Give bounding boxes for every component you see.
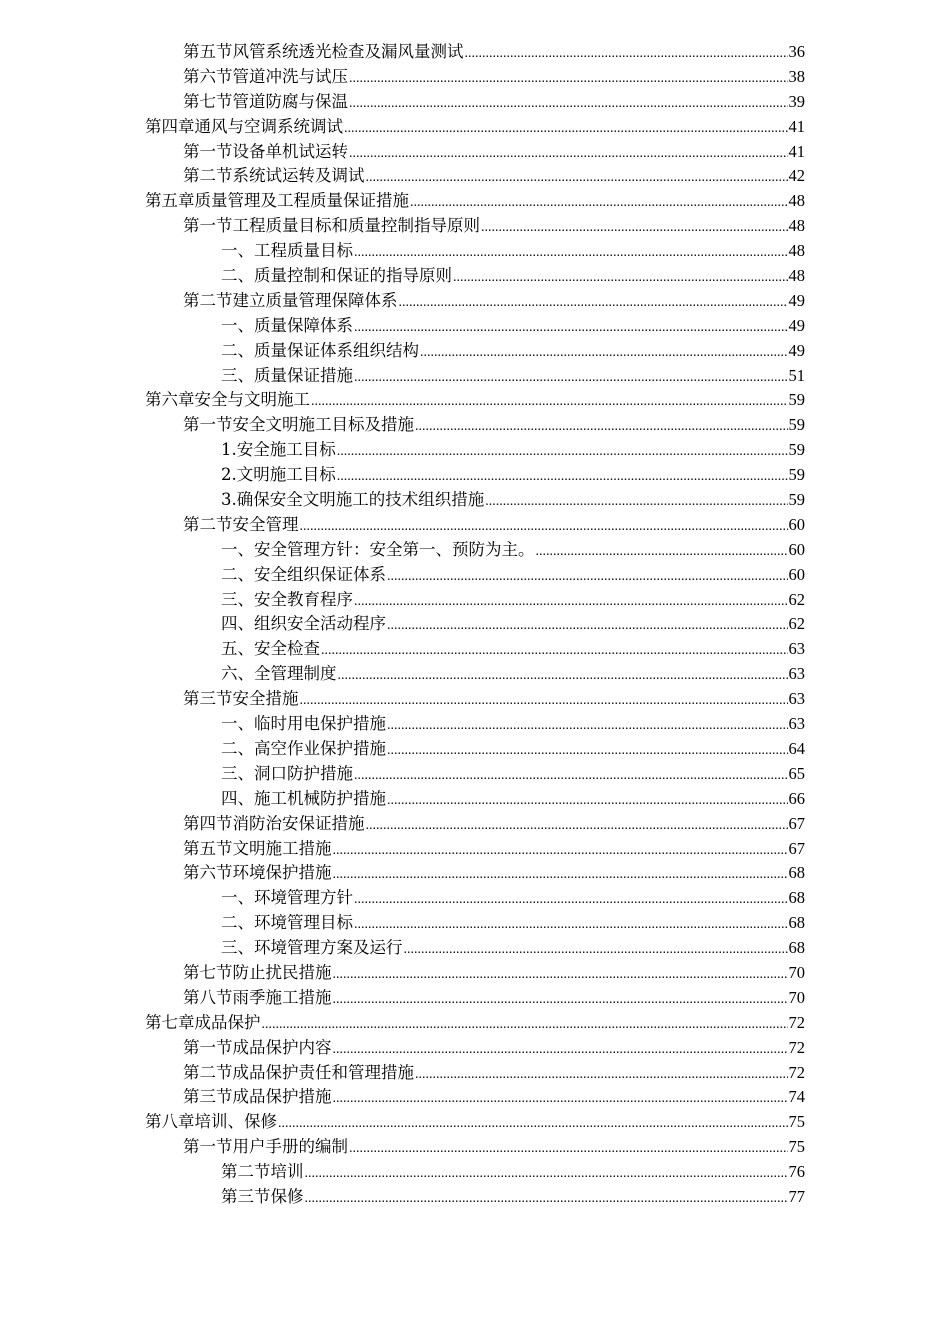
dot-leader [338, 662, 788, 689]
dot-leader [366, 812, 788, 839]
dot-leader [465, 40, 788, 67]
toc-entry-page-number: 62 [788, 614, 805, 634]
toc-entry-number: 一、 [221, 714, 254, 734]
toc-entry-title: 洞口防护措施 [254, 763, 353, 783]
toc-entry[interactable] [145, 239, 805, 264]
toc-entry-title: 临时用电保护措施 [254, 714, 386, 734]
dot-leader [366, 164, 788, 191]
toc-entry[interactable] [145, 413, 805, 438]
toc-entry-title: 文明施工目标 [236, 465, 336, 485]
toc-entry-title: 第六节环境保护措施 [183, 863, 332, 883]
toc-entry-title: 确保安全文明施工的技术组织措施 [236, 490, 485, 510]
dot-leader [349, 140, 788, 167]
toc-entry-page-number: 48 [788, 191, 805, 211]
toc-entry-title: 第一节工程质量目标和质量控制指导原则 [183, 216, 480, 236]
toc-entry-title: 施工机械防护措施 [254, 788, 386, 808]
toc-entry-title: 第三节保修 [221, 1186, 304, 1206]
dot-leader [387, 737, 788, 764]
toc-entry-title: 质量保障体系 [254, 315, 353, 335]
toc-entry-title: 第一节用户手册的编制 [183, 1137, 348, 1157]
dot-leader [387, 787, 788, 814]
dot-leader [354, 314, 788, 341]
toc-entry[interactable] [145, 339, 805, 364]
toc-entry-page-number: 42 [788, 166, 805, 186]
dot-leader [311, 388, 788, 415]
toc-entry-title: 质量保证体系组织结构 [254, 340, 419, 360]
dot-leader [349, 1135, 788, 1162]
dot-leader [337, 463, 788, 490]
toc-entry-page-number: 67 [788, 813, 805, 833]
toc-entry-number: 一、 [221, 888, 254, 908]
dot-leader [344, 115, 788, 142]
toc-entry-title: 第二节建立质量管理保障体系 [183, 290, 398, 310]
toc-entry[interactable] [145, 314, 805, 339]
toc-entry[interactable] [145, 1110, 805, 1135]
toc-entry[interactable] [145, 1061, 805, 1086]
toc-entry-title: 第五章质量管理及工程质量保证措施 [145, 191, 409, 211]
toc-entry[interactable] [145, 388, 805, 413]
dot-leader [354, 239, 788, 266]
toc-entry-page-number: 49 [788, 340, 805, 360]
toc-entry-page-number: 68 [788, 913, 805, 933]
toc-entry-number: 三、 [221, 365, 254, 385]
toc-entry-page-number: 70 [788, 987, 805, 1007]
dot-leader [349, 65, 788, 92]
toc-entry-page-number: 75 [788, 1112, 805, 1132]
toc-entry-number: 二、 [221, 564, 254, 584]
toc-entry-title: 第一节安全文明施工目标及措施 [183, 415, 414, 435]
toc-entry[interactable] [145, 90, 805, 115]
dot-leader [321, 637, 788, 664]
toc-entry[interactable] [145, 65, 805, 90]
toc-entry[interactable] [145, 911, 805, 936]
toc-entry-title: 质量保证措施 [254, 365, 353, 385]
toc-entry-page-number: 48 [788, 241, 805, 261]
toc-entry[interactable] [145, 986, 805, 1011]
toc-entry-title: 环境管理方案及运行 [254, 938, 403, 958]
toc-entry-page-number: 59 [788, 490, 805, 510]
toc-entry-page-number: 72 [788, 1012, 805, 1032]
toc-entry-page-number: 70 [788, 962, 805, 982]
toc-entry[interactable] [145, 214, 805, 239]
toc-entry-page-number: 60 [788, 564, 805, 584]
toc-entry-title: 第一节成品保护内容 [183, 1037, 332, 1057]
toc-entry[interactable] [145, 861, 805, 886]
toc-entry-number: 一、 [221, 315, 254, 335]
toc-entry-title: 全管理制度 [254, 664, 337, 684]
toc-entry-number: 三、 [221, 589, 254, 609]
dot-leader [333, 961, 788, 988]
toc-entry-title: 质量控制和保证的指导原则 [254, 266, 452, 286]
toc-entry[interactable] [145, 140, 805, 165]
toc-entry[interactable] [145, 438, 805, 463]
toc-entry[interactable] [145, 737, 805, 762]
toc-entry-page-number: 39 [788, 91, 805, 111]
toc-entry[interactable] [145, 687, 805, 712]
toc-entry-page-number: 64 [788, 738, 805, 758]
toc-entry-number: 2. [221, 465, 237, 485]
dot-leader [399, 289, 788, 316]
dot-leader [333, 1085, 788, 1112]
toc-entry-page-number: 67 [788, 838, 805, 858]
toc-entry[interactable] [145, 513, 805, 538]
toc-entry-page-number: 59 [788, 465, 805, 485]
toc-entry-page-number: 49 [788, 290, 805, 310]
toc-entry-number: 五、 [221, 639, 254, 659]
dot-leader [410, 189, 788, 216]
dot-leader [337, 438, 788, 465]
toc-entry-title: 第七节防止扰民措施 [183, 962, 332, 982]
toc-entry-number: 六、 [221, 664, 254, 684]
toc-entry-title: 第二节培训 [221, 1162, 304, 1182]
dot-leader [387, 563, 788, 590]
toc-entry[interactable] [145, 463, 805, 488]
toc-entry-page-number: 60 [788, 539, 805, 559]
dot-leader [300, 513, 788, 540]
toc-entry[interactable] [145, 936, 805, 961]
toc-entry-page-number: 62 [788, 589, 805, 609]
toc-entry-page-number: 77 [788, 1186, 805, 1206]
toc-entry[interactable] [145, 837, 805, 862]
toc-entry-title: 安全检查 [254, 639, 320, 659]
dot-leader [536, 538, 788, 565]
dot-leader [262, 1011, 788, 1038]
toc-entry[interactable] [145, 1185, 805, 1210]
dot-leader [415, 1061, 788, 1088]
dot-leader [305, 1185, 788, 1212]
toc-entry-page-number: 51 [788, 365, 805, 385]
toc-entry-page-number: 63 [788, 714, 805, 734]
toc-entry-title: 第三节安全措施 [183, 689, 299, 709]
toc-entry-title: 第二节安全管理 [183, 514, 299, 534]
toc-entry[interactable] [145, 264, 805, 289]
toc-entry-title: 高空作业保护措施 [254, 738, 386, 758]
toc-entry-page-number: 59 [788, 415, 805, 435]
toc-entry-page-number: 59 [788, 390, 805, 410]
toc-entry[interactable] [145, 787, 805, 812]
toc-entry[interactable] [145, 364, 805, 389]
toc-entry[interactable] [145, 488, 805, 513]
toc-entry-title: 安全施工目标 [236, 440, 336, 460]
toc-entry-number: 一、 [221, 539, 254, 559]
dot-leader [485, 488, 787, 515]
toc-entry-page-number: 63 [788, 664, 805, 684]
toc-entry-title: 第八节雨季施工措施 [183, 987, 332, 1007]
toc-entry-number: 三、 [221, 938, 254, 958]
toc-entry-page-number: 66 [788, 788, 805, 808]
toc-entry[interactable] [145, 1160, 805, 1185]
toc-entry-number: 二、 [221, 340, 254, 360]
toc-entry[interactable] [145, 1036, 805, 1061]
dot-leader [305, 1160, 788, 1187]
toc-entry-number: 四、 [221, 614, 254, 634]
dot-leader [333, 861, 788, 888]
dot-leader [349, 90, 788, 117]
toc-entry-title: 第四章通风与空调系统调试 [145, 116, 343, 136]
toc-entry-page-number: 76 [788, 1162, 805, 1182]
dot-leader [333, 1036, 788, 1063]
dot-leader [300, 687, 788, 714]
toc-entry[interactable] [145, 886, 805, 911]
toc-entry[interactable] [145, 115, 805, 140]
toc-entry-page-number: 63 [788, 639, 805, 659]
toc-entry[interactable] [145, 588, 805, 613]
toc-entry[interactable] [145, 563, 805, 588]
toc-entry-page-number: 68 [788, 888, 805, 908]
toc-entry-page-number: 60 [788, 514, 805, 534]
toc-entry-page-number: 36 [788, 42, 805, 61]
toc-entry[interactable] [145, 1011, 805, 1036]
dot-leader [453, 264, 788, 291]
dot-leader [387, 612, 788, 639]
toc-entry-number: 三、 [221, 763, 254, 783]
toc-entry-page-number: 72 [788, 1062, 805, 1082]
toc-entry-number: 1. [221, 440, 237, 460]
dot-leader [354, 762, 788, 789]
toc-entry-title: 工程质量目标 [254, 241, 353, 261]
toc-entry-title: 第七节管道防腐与保温 [183, 91, 348, 111]
toc-entry-number: 二、 [221, 266, 254, 286]
dot-leader [481, 214, 788, 241]
toc-entry[interactable] [145, 40, 805, 65]
toc-entry-page-number: 38 [788, 66, 805, 86]
dot-leader [404, 936, 788, 963]
toc-entry-title: 安全组织保证体系 [254, 564, 386, 584]
toc-entry-title: 第一节设备单机试运转 [183, 141, 348, 161]
toc-entry-number: 二、 [221, 913, 254, 933]
dot-leader [333, 986, 788, 1013]
toc-entry[interactable] [145, 612, 805, 637]
toc-entry[interactable] [145, 637, 805, 662]
table-of-contents [145, 40, 805, 1210]
toc-entry-number: 四、 [221, 788, 254, 808]
toc-entry-page-number: 65 [788, 763, 805, 783]
dot-leader [415, 413, 788, 440]
toc-entry-page-number: 68 [788, 938, 805, 958]
toc-entry-title: 第二节成品保护责任和管理措施 [183, 1062, 414, 1082]
toc-entry-title: 安全教育程序 [254, 589, 353, 609]
toc-entry[interactable] [145, 762, 805, 787]
dot-leader [354, 886, 788, 913]
toc-entry-title: 第六节管道冲洗与试压 [183, 66, 348, 86]
toc-entry-number: 一、 [221, 241, 254, 261]
toc-entry-page-number: 63 [788, 689, 805, 709]
toc-entry-title: 环境管理方针 [254, 888, 353, 908]
toc-entry[interactable] [145, 538, 805, 563]
toc-entry-title: 第五节文明施工措施 [183, 838, 332, 858]
dot-leader [278, 1110, 788, 1137]
toc-entry-page-number: 72 [788, 1037, 805, 1057]
toc-entry-title: 第五节风管系统透光检查及漏风量测试 [183, 42, 464, 61]
toc-entry-title: 第四节消防治安保证措施 [183, 813, 365, 833]
toc-entry[interactable] [145, 812, 805, 837]
toc-entry-number: 3. [221, 490, 237, 510]
toc-entry-page-number: 59 [788, 440, 805, 460]
dot-leader [387, 712, 788, 739]
toc-entry-title: 第三节成品保护措施 [183, 1087, 332, 1107]
toc-entry-title: 第二节系统试运转及调试 [183, 166, 365, 186]
toc-entry[interactable] [145, 712, 805, 737]
toc-entry-title: 第七章成品保护 [145, 1012, 261, 1032]
dot-leader [420, 339, 788, 366]
toc-entry-page-number: 74 [788, 1087, 805, 1107]
dot-leader [354, 911, 788, 938]
toc-entry-page-number: 75 [788, 1137, 805, 1157]
dot-leader [354, 588, 788, 615]
toc-entry-title: 第八章培训、保修 [145, 1112, 277, 1132]
toc-entry[interactable] [145, 662, 805, 687]
toc-entry-title: 第六章安全与文明施工 [145, 390, 310, 410]
toc-entry[interactable] [145, 164, 805, 189]
toc-entry[interactable] [145, 189, 805, 214]
toc-entry-page-number: 68 [788, 863, 805, 883]
dot-leader [354, 364, 788, 391]
toc-entry-number: 二、 [221, 738, 254, 758]
toc-entry-title: 组织安全活动程序 [254, 614, 386, 634]
toc-entry-page-number: 41 [788, 116, 805, 136]
toc-entry[interactable] [145, 289, 805, 314]
dot-leader [333, 837, 788, 864]
toc-entry[interactable] [145, 961, 805, 986]
toc-entry-page-number: 49 [788, 315, 805, 335]
toc-entry[interactable] [145, 1135, 805, 1160]
toc-entry-page-number: 41 [788, 141, 805, 161]
toc-entry[interactable] [145, 1085, 805, 1110]
toc-entry-page-number: 48 [788, 216, 805, 236]
toc-entry-page-number: 48 [788, 266, 805, 286]
toc-entry-title: 环境管理目标 [254, 913, 353, 933]
toc-entry-title: 安全管理方针：安全第一、预防为主。 [254, 539, 535, 559]
